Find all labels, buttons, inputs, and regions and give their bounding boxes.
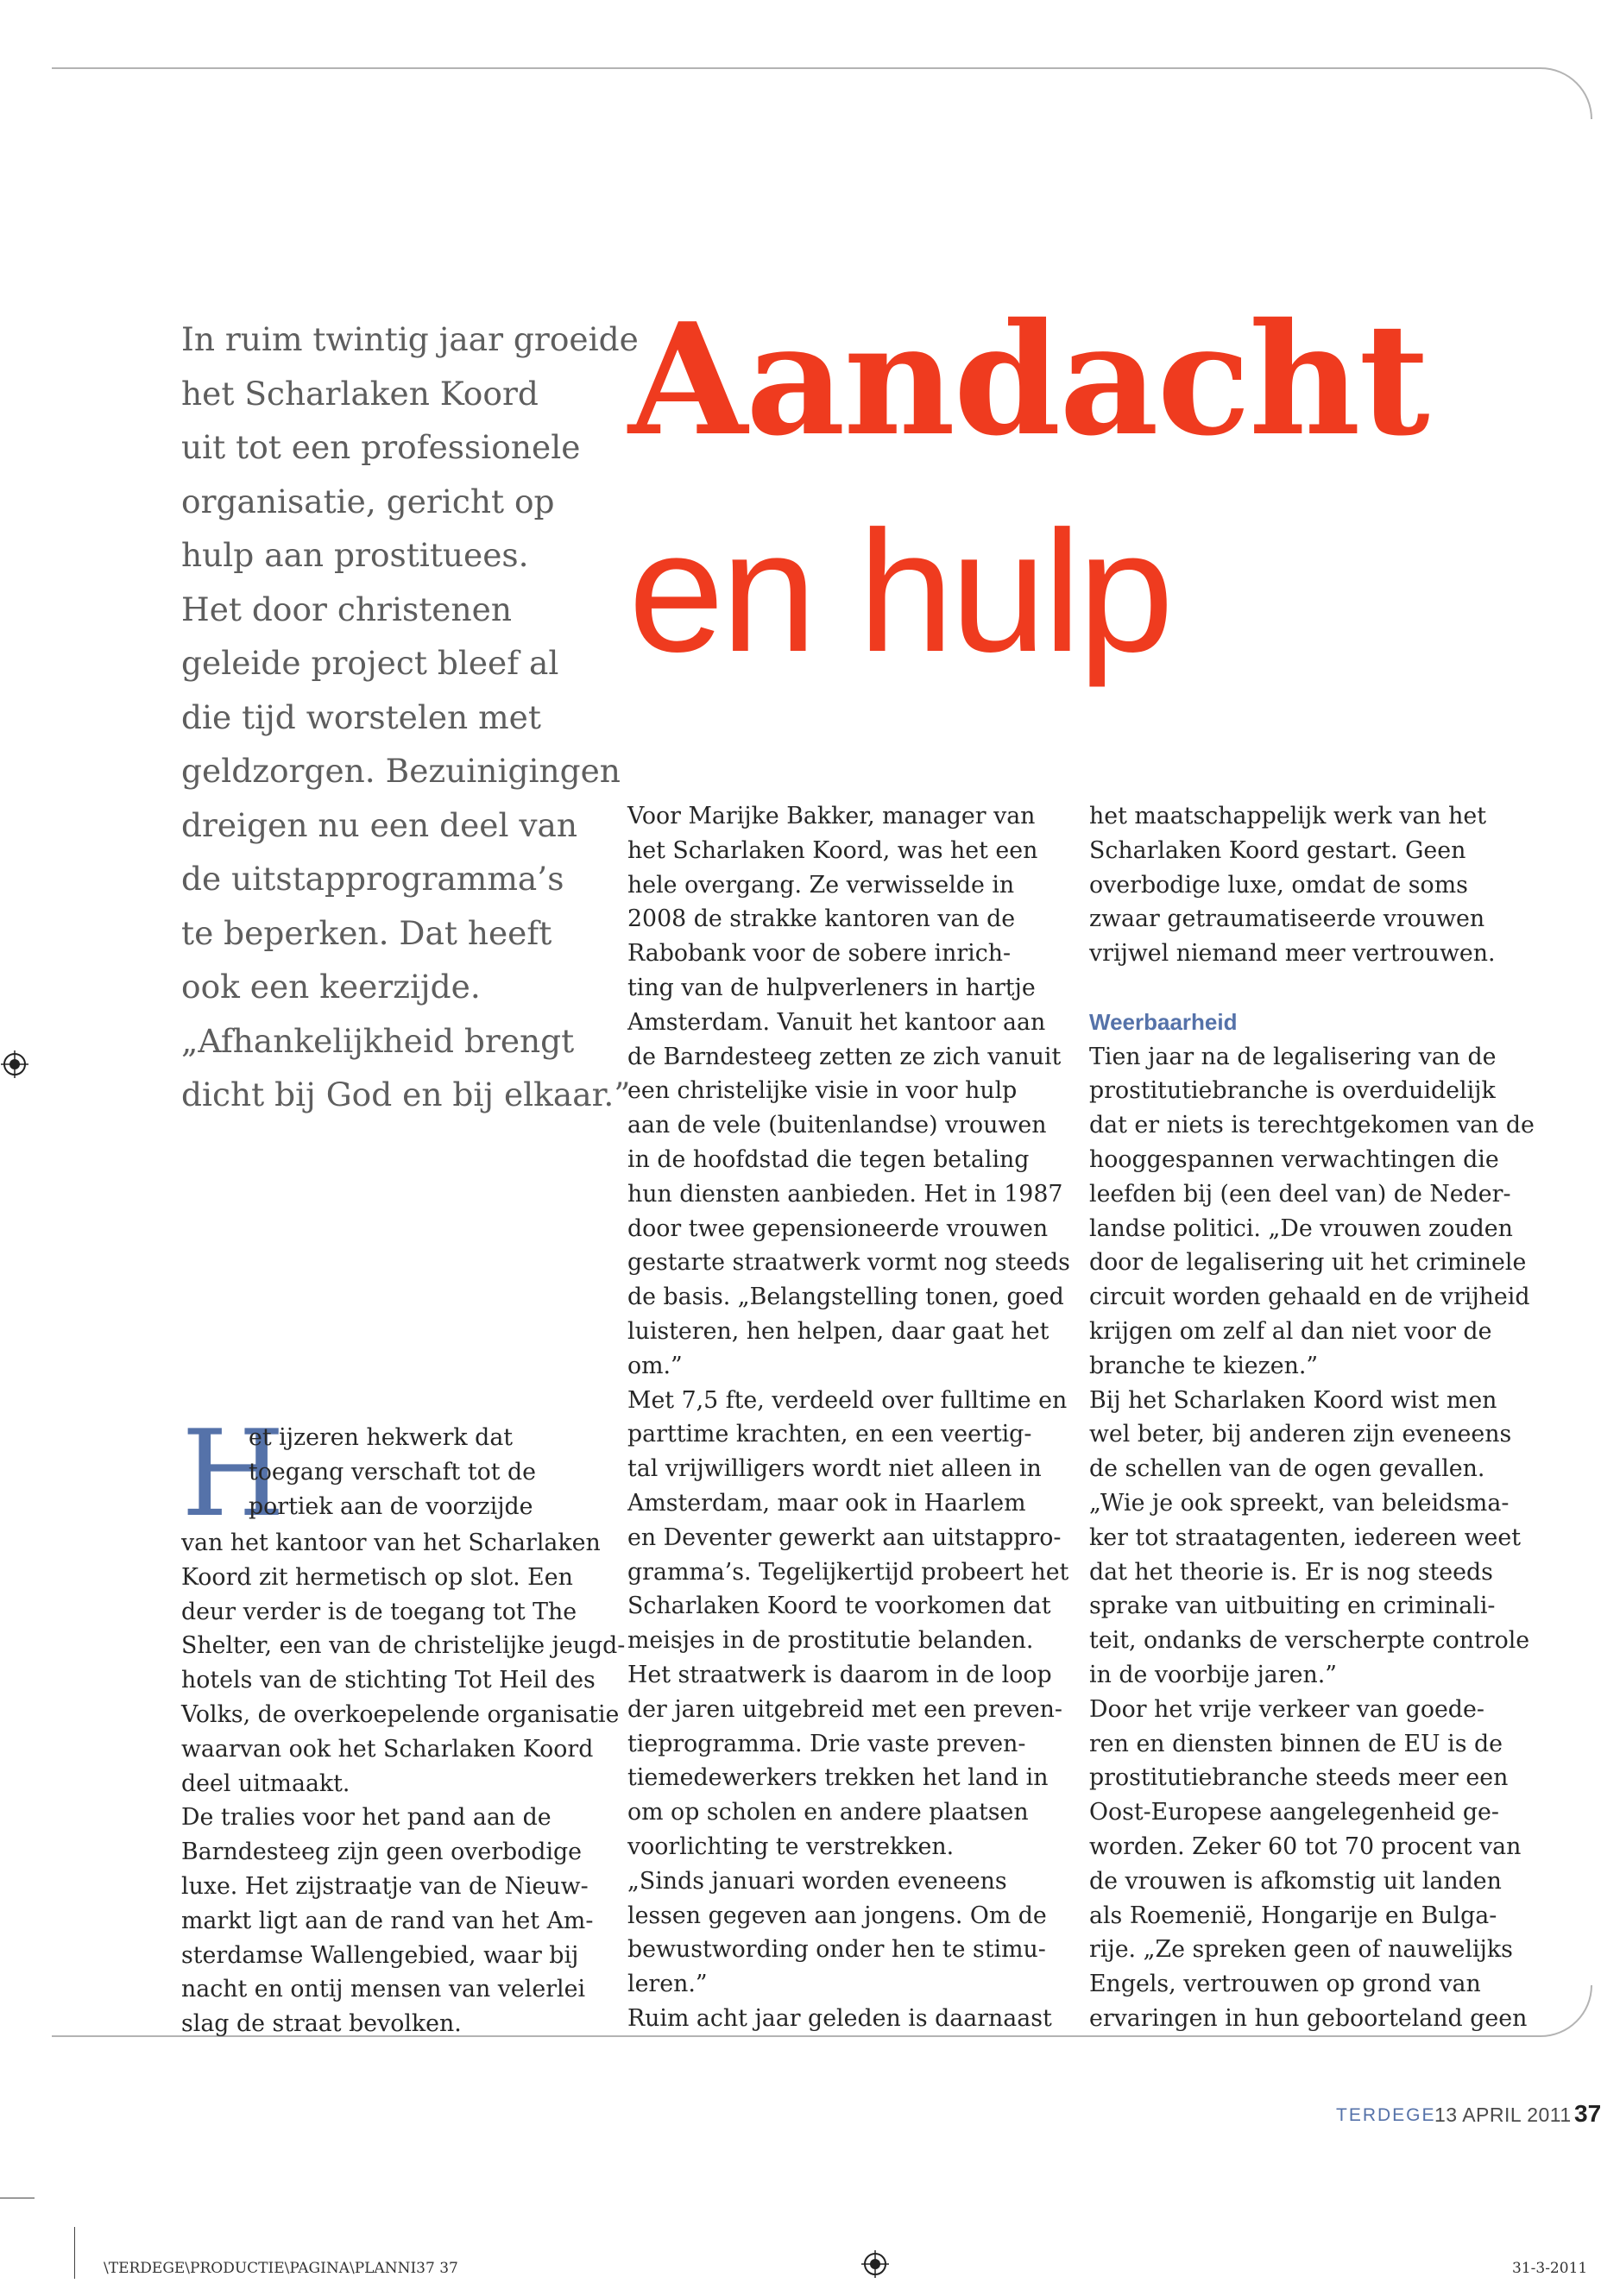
page-number: 37	[1574, 2100, 1601, 2127]
text-line: gramma’s. Tegelijkertijd probeert het	[627, 1558, 1069, 1586]
text-line: Volks, de overkoepelende organisatie	[181, 1700, 620, 1728]
text-line: krijgen om zelf al dan niet voor de	[1089, 1317, 1492, 1345]
text-line: aan de vele (buitenlandse) vrouwen	[627, 1112, 1047, 1139]
text-line: bewustwording onder hen te stimu-	[627, 1936, 1046, 1964]
text-line: als Roemenië, Hongarije en Bulga-	[1089, 1902, 1497, 1929]
text-line: branche te kiezen.”	[1089, 1352, 1319, 1379]
text-line: dat er niets is terechtgekomen van de	[1089, 1112, 1535, 1139]
text-line: dat het theorie is. Er is nog steeds	[1089, 1558, 1493, 1586]
text-line: Door het vrije verkeer van goede-	[1089, 1695, 1484, 1723]
text-line: Met 7,5 fte, verdeeld over fulltime en	[627, 1386, 1068, 1414]
text-line: waarvan ook het Scharlaken Koord	[181, 1735, 594, 1763]
text-line: Bij het Scharlaken Koord wist men	[1089, 1386, 1497, 1414]
text-line: en Deventer gewerkt aan uitstappro-	[627, 1523, 1062, 1551]
dropcap-lines	[249, 1421, 536, 1526]
headline-sub: en hulp	[628, 495, 1171, 688]
page-frame-top	[52, 67, 1592, 119]
text-line: wel beter, bij anderen zijn eveneens	[1089, 1421, 1512, 1448]
subheading: Weerbaarheid	[1089, 1008, 1238, 1035]
text-line: Amsterdam. Vanuit het kantoor aan	[627, 1008, 1046, 1036]
text-line: toegang verschaft tot de	[249, 1458, 537, 1485]
text-line: de uitstapprogramma’s	[181, 860, 564, 898]
text-line: parttime krachten, en een veertig-	[627, 1421, 1032, 1448]
text-line: landse politici. „De vrouwen zouden	[1089, 1214, 1513, 1242]
text-line: Shelter, een van de christelijke jeugd-	[181, 1632, 626, 1660]
dropcap: H	[181, 1404, 286, 1543]
text-line: ren en diensten binnen de EU is de	[1089, 1730, 1503, 1757]
text-line: Koord zit hermetisch op slot. Een	[181, 1563, 573, 1591]
text-line: hotels van de stichting Tot Heil des	[181, 1667, 596, 1694]
text-line: dicht bij God en bij elkaar.”	[181, 1075, 631, 1113]
text-line: ervaringen in hun geboorteland geen	[1089, 2004, 1528, 2032]
text-line: tieprogramma. Drie vaste preven-	[627, 1730, 1026, 1757]
text-line: Barndesteeg zijn geen overbodige	[181, 1839, 583, 1866]
text-line: tal vrijwilligers wordt niet alleen in	[627, 1455, 1042, 1483]
text-line: teit, ondanks de verscherpte controle	[1089, 1627, 1530, 1655]
text-line: het maatschappelijk werk van het	[1089, 803, 1487, 829]
spacer	[1089, 971, 1555, 1006]
text-line: Het door christenen	[181, 590, 512, 628]
text-line: Amsterdam, maar ook in Haarlem	[627, 1489, 1026, 1517]
text-line: een christelijke visie in voor hulp	[627, 1077, 1018, 1105]
text-line: Ruim acht jaar geleden is daarnaast	[627, 2004, 1052, 2032]
text-line: Het straatwerk is daarom in de loop	[627, 1661, 1052, 1688]
text-line: hooggespannen verwachtingen die	[1089, 1145, 1499, 1173]
text-line: Voor Marijke Bakker, manager van	[627, 803, 1036, 829]
text-line: tiemedewerkers trekken het land in	[627, 1764, 1049, 1792]
text-line: overbodige luxe, omdat de soms	[1089, 871, 1468, 899]
text-line: Oost-Europese aangelegenheid ge-	[1089, 1799, 1499, 1826]
text-line: nacht en ontij mensen van velerlei	[181, 1976, 586, 2003]
body-column-3	[1089, 799, 1555, 2036]
text-line: gestarte straatwerk vormt nog steeds	[627, 1249, 1070, 1277]
text-line: sprake van uitbuiting en criminali-	[1089, 1593, 1496, 1620]
body-column-2	[627, 799, 1094, 2036]
text-line: markt ligt aan de rand van het Am-	[181, 1907, 594, 1934]
text-line: om.”	[627, 1352, 683, 1379]
body-text	[181, 1526, 647, 2041]
text-line: worden. Zeker 60 tot 70 procent van	[1089, 1832, 1522, 1860]
body-text	[1089, 799, 1555, 971]
text-line: luisteren, hen helpen, daar gaat het	[627, 1317, 1049, 1345]
text-line: et ijzeren hekwerk dat	[249, 1424, 514, 1451]
text-line: voorlichting te verstrekken.	[627, 1832, 955, 1860]
text-line: Tien jaar na de legalisering van de	[1089, 1043, 1497, 1070]
text-line: ook een keerzijde.	[181, 968, 481, 1006]
text-line: het Scharlaken Koord	[181, 374, 539, 413]
text-line: rije. „Ze spreken geen of nauwelijks	[1089, 1936, 1513, 1964]
text-line: door de legalisering uit het criminele	[1089, 1249, 1527, 1277]
body-text	[627, 799, 1094, 2036]
body-text	[1089, 1040, 1555, 2036]
text-line: ker tot straatagenten, iedereen weet	[1089, 1523, 1521, 1551]
text-line: om op scholen en andere plaatsen	[627, 1799, 1029, 1826]
text-line: geldzorgen. Bezuinigingen	[181, 752, 621, 790]
text-line: deur verder is de toegang tot The	[181, 1598, 577, 1625]
text-line: dreigen nu een deel van	[181, 805, 578, 844]
text-line: Rabobank voor de sobere inrich-	[627, 940, 1012, 968]
print-slug-path: \TERDEGE\PRODUCTIE\PAGINA\PLANNI37 37	[104, 2260, 458, 2277]
text-line: De tralies voor het pand aan de	[181, 1804, 552, 1832]
magazine-name: TERDEGE	[1336, 2105, 1436, 2125]
text-line: hele overgang. Ze verwisselde in	[627, 871, 1015, 899]
text-line: deel uitmaakt.	[181, 1769, 350, 1797]
text-line: door twee gepensioneerde vrouwen	[627, 1214, 1049, 1242]
text-line: In ruim twintig jaar groeide	[181, 320, 639, 358]
text-line: van het kantoor van het Scharlaken	[181, 1530, 601, 1556]
text-line: de Barndesteeg zetten ze zich vanuit	[627, 1043, 1062, 1070]
crop-mark	[74, 2227, 75, 2279]
text-line: luxe. Het zijstraatje van de Nieuw-	[181, 1872, 589, 1900]
text-line: „Afhankelijkheid brengt	[181, 1021, 575, 1060]
text-line: uit tot een professionele	[181, 428, 581, 466]
text-line: geleide project bleef al	[181, 644, 559, 682]
headline-main: Aandacht	[628, 289, 1428, 470]
text-line: leefden bij (een deel van) de Neder-	[1089, 1180, 1511, 1208]
registration-mark-icon	[1, 1050, 28, 1078]
text-line: prostitutiebranche steeds meer een	[1089, 1764, 1509, 1792]
text-line: Engels, vertrouwen op grond van	[1089, 1971, 1481, 1998]
text-line: leren.”	[627, 1971, 708, 1998]
text-line: portiek aan de voorzijde	[249, 1492, 533, 1520]
text-line: die tijd worstelen met	[181, 697, 541, 736]
text-line: lessen gegeven aan jongens. Om de	[627, 1902, 1047, 1929]
text-line: der jaren uitgebreid met een preven-	[627, 1695, 1062, 1723]
print-slug-date: 31-3-2011	[1512, 2260, 1588, 2277]
text-line: 2008 de strakke kantoren van de	[627, 905, 1016, 933]
registration-mark-icon	[861, 2250, 889, 2278]
text-line: vrijwel niemand meer vertrouwen.	[1089, 940, 1496, 968]
text-line: de schellen van de ogen gevallen.	[1089, 1455, 1485, 1483]
text-line: „Sinds januari worden eveneens	[627, 1867, 1007, 1895]
text-line: in de voorbije jaren.”	[1089, 1661, 1337, 1688]
text-line: meisjes in de prostitutie belanden.	[627, 1627, 1034, 1655]
body-column-1	[181, 1404, 647, 2041]
text-line: te beperken. Dat heeft	[181, 913, 552, 952]
text-line: in de hoofdstad die tegen betaling	[627, 1145, 1030, 1173]
text-line: zwaar getraumatiseerde vrouwen	[1089, 905, 1485, 933]
text-line: organisatie, gericht op	[181, 482, 555, 520]
text-line: prostitutiebranche is overduidelijk	[1089, 1077, 1496, 1105]
text-line: Scharlaken Koord gestart. Geen	[1089, 836, 1466, 864]
text-line: het Scharlaken Koord, was het een	[627, 836, 1038, 864]
text-line: de basis. „Belangstelling tonen, goed	[627, 1284, 1064, 1311]
text-line: circuit worden gehaald en de vrijheid	[1089, 1284, 1530, 1311]
text-line: „Wie je ook spreekt, van beleidsma-	[1089, 1489, 1510, 1517]
text-line: slag de straat bevolken.	[181, 2010, 462, 2038]
text-line: de vrouwen is afkomstig uit landen	[1089, 1867, 1502, 1895]
text-line: sterdamse Wallengebied, waar bij	[181, 1941, 579, 1969]
text-line: Scharlaken Koord te voorkomen dat	[627, 1593, 1051, 1620]
intro-paragraph	[181, 312, 639, 1122]
issue-date: 13 APRIL 2011	[1434, 2104, 1572, 2126]
text-line: hun diensten aanbieden. Het in 1987	[627, 1180, 1063, 1208]
text-line: ting van de hulpverleners in hartje	[627, 974, 1036, 1001]
text-line: hulp aan prostituees.	[181, 536, 529, 574]
page-footer	[1329, 2100, 1601, 2136]
